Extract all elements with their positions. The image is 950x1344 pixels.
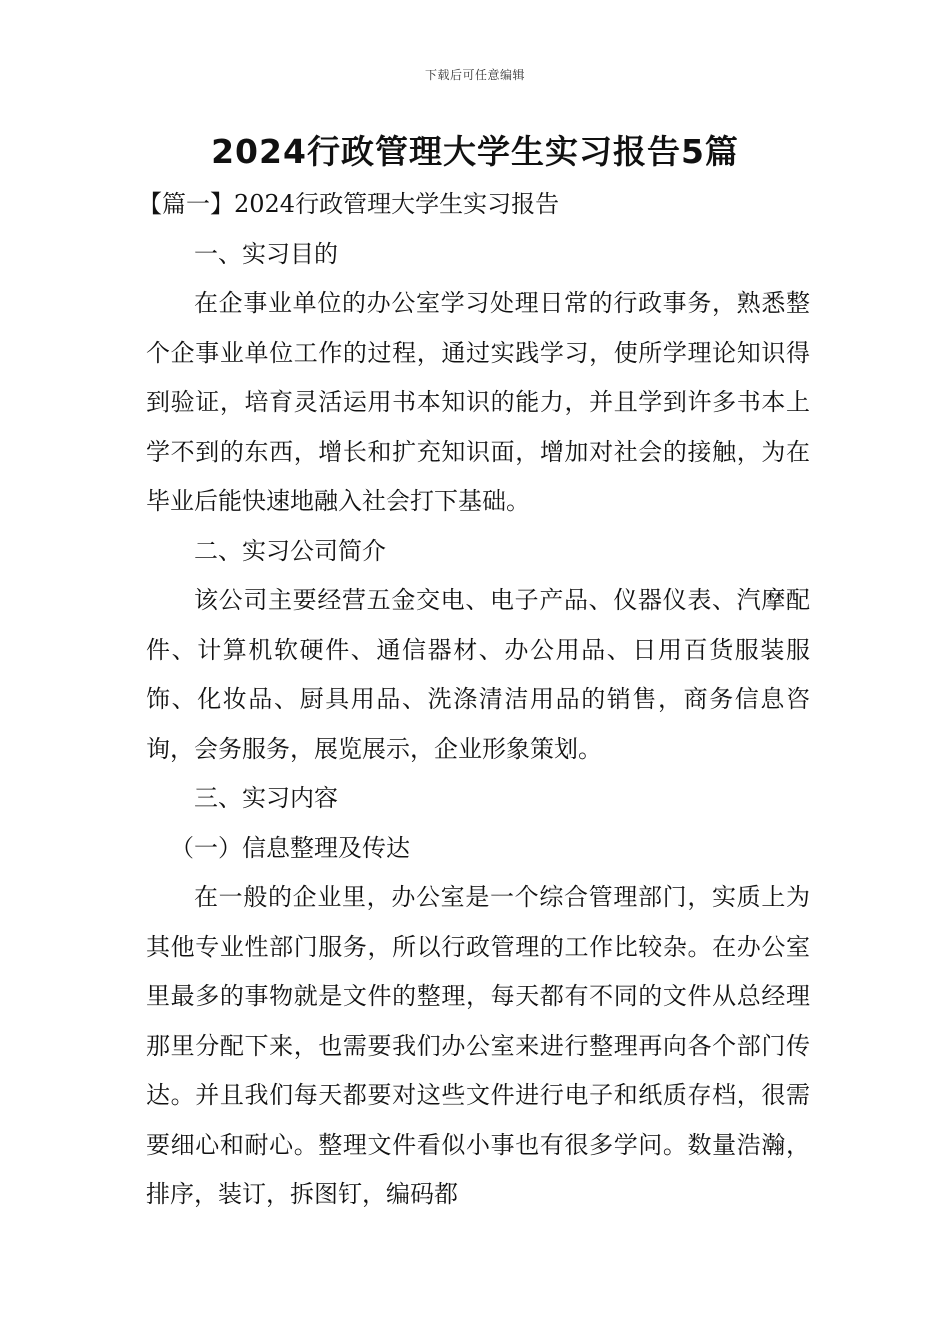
article-heading: 【篇一】2024行政管理大学生实习报告 (138, 190, 560, 218)
paragraph-3: 在一般的企业里，办公室是一个综合管理部门，实质上为其他专业性部门服务，所以行政管理的工作比较杂。在办公室里最多的事物就是文件的整理，每天都有不同的文件从总经理那里分配下来，也需要我们办公室来进行整理再向各个部门传达。并且我们每天都要对这些文件进行电子和纸质存档，很需要细心和耐心。整理文件看似小事也有很多学问。数量浩瀚，排序，装订，拆图钉，编码都 (146, 883, 810, 1208)
document-body (138, 180, 810, 1220)
section-heading-1: 一、实习目的 (194, 239, 338, 268)
section-heading-2: 二、实习公司简介 (194, 536, 386, 565)
document-title: 2024行政管理大学生实习报告5篇 (211, 132, 739, 171)
paragraph-2: 该公司主要经营五金交电、电子产品、仪器仪表、汽摩配件、计算机软硬件、通信器材、办公用品、日用百货服装服饰、化妆品、厨具用品、洗涤清洁用品的销售，商务信息咨询，会务服务，展览展示，企业形象策划。 (146, 586, 810, 763)
paragraph-1: 在企事业单位的办公室学习处理日常的行政事务，熟悉整个企事业单位工作的过程，通过实践学习，使所学理论知识得到验证，培育灵活运用书本知识的能力，并且学到许多书本上学不到的东西，增长和扩充知识面，增加对社会的接触，为在毕业后能快速地融入社会打下基础。 (146, 289, 810, 515)
subsection-heading-1: （一）信息整理及传达 (170, 833, 410, 862)
header-note: 下载后可任意编辑 (424, 68, 525, 82)
section-heading-3: 三、实习内容 (194, 784, 338, 812)
